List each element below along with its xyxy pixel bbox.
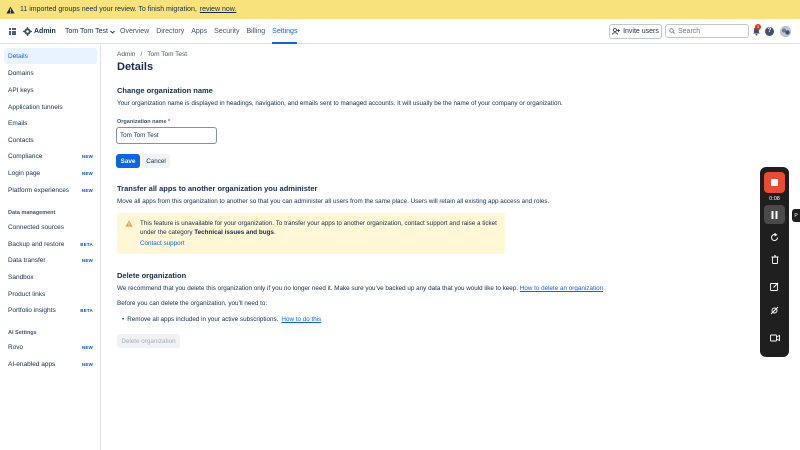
camera-toggle-button[interactable] (764, 301, 785, 320)
sidebar-item-label: API keys (8, 86, 34, 94)
stop-recording-button[interactable] (764, 172, 785, 193)
org-switcher[interactable] (65, 28, 115, 35)
new-badge: NEW (81, 187, 93, 193)
new-badge: NEW (81, 153, 93, 159)
sidebar-item-label: Connected sources (8, 223, 65, 231)
search-placeholder: Search (678, 27, 701, 35)
sidebar-item-label: Emails (8, 119, 28, 127)
review-now-link[interactable]: review now. (199, 6, 237, 13)
avatar[interactable] (780, 26, 791, 37)
discard-button[interactable] (764, 250, 785, 269)
nav-settings[interactable]: Settings (272, 19, 297, 44)
beta-badge: BETA (80, 241, 93, 247)
notification-count-badge: 3 (756, 24, 760, 29)
sidebar-item-details[interactable] (4, 48, 97, 64)
change-name-description: Your organization name is displayed in headings, navigation, and emails sent to managed accounts. It will usually be the name of your company or organization. (117, 100, 563, 107)
sidebar-section-ai-settings: AI Settings (8, 330, 37, 336)
sidebar-item-ai-enabled-apps[interactable] (4, 356, 97, 372)
sidebar-item-backup-and-restore[interactable] (4, 236, 97, 252)
sidebar-item-application-tunnels[interactable] (4, 99, 97, 115)
delete-prerequisites: Before you can delete the organization, you’ll need to: (117, 300, 268, 307)
save-button[interactable]: Save (116, 154, 140, 168)
transfer-description: Move all apps from this organization to another so that you can administer all users from the same place. Users will retain all existing app access and roles. (117, 198, 550, 205)
sidebar-item-sandbox[interactable] (4, 269, 97, 285)
video-button[interactable] (764, 328, 785, 347)
delete-organization-button: Delete organization (117, 334, 180, 348)
sidebar-item-label: Compliance (8, 152, 43, 160)
top-navigation (0, 19, 800, 44)
sidebar-section-data-management: Data management (8, 210, 56, 216)
bullet-dot: • (122, 316, 125, 323)
annotate-button[interactable] (764, 277, 785, 296)
sidebar-item-label: Contacts (8, 136, 34, 144)
nav-overview[interactable]: Overview (120, 28, 150, 35)
search-icon (669, 28, 675, 34)
invite-users-button[interactable] (609, 24, 662, 39)
admin-gear-icon (23, 27, 32, 36)
video-icon (770, 334, 780, 342)
banner-message: 11 imported groups need your review. To finish migration, (20, 6, 197, 13)
page-title: Details (117, 61, 154, 73)
restart-icon (770, 233, 779, 242)
warning-message (140, 220, 500, 237)
delete-description (117, 285, 603, 292)
breadcrumb-org[interactable]: Tom Tom Test (147, 51, 188, 58)
nav-billing[interactable]: Billing (246, 28, 266, 35)
add-user-icon (612, 28, 620, 35)
sidebar-item-label: AI-enabled apps (8, 360, 56, 368)
sidebar-item-platform-experiences[interactable] (4, 182, 97, 198)
new-badge: NEW (81, 170, 93, 176)
nav-apps[interactable]: Apps (191, 28, 208, 35)
breadcrumb-admin[interactable]: Admin (117, 51, 136, 58)
pause-button[interactable] (764, 205, 785, 224)
transfer-warning-box (117, 213, 505, 254)
new-badge: NEW (81, 257, 93, 263)
recording-timer: 0:08 (769, 196, 780, 202)
sidebar-item-label: Backup and restore (8, 240, 65, 248)
sidebar-item-portfolio-insights[interactable] (4, 302, 97, 318)
warning-category: Technical issues and bugs (194, 228, 274, 236)
nav-security[interactable]: Security (214, 28, 240, 35)
sidebar-item-label: Data transfer (8, 256, 46, 264)
trash-icon (771, 255, 779, 264)
sidebar-item-label: Application tunnels (8, 103, 63, 111)
sidebar-item-label: Product links (8, 290, 46, 298)
sidebar-item-data-transfer[interactable] (4, 252, 97, 268)
sidebar-item-login-page[interactable] (4, 165, 97, 181)
bullet-text: Remove all apps included in your active subscriptions. (127, 316, 279, 323)
delete-description-text: We recommend that you delete this organization only if you no longer need it. Make sure you’ve backed up any data that you would like to keep. (117, 285, 519, 292)
sidebar-item-rovo[interactable] (4, 339, 97, 355)
sidebar-item-label: Portfolio insights (8, 306, 56, 314)
sidebar (0, 45, 101, 450)
how-to-delete-link[interactable]: How to delete an organization (519, 285, 604, 292)
invite-users-label: Invite users (623, 28, 659, 35)
change-name-heading: Change organization name (117, 86, 213, 95)
org-name-label (117, 119, 170, 125)
sidebar-item-label: Platform experiences (8, 186, 70, 194)
search-input[interactable] (665, 24, 749, 38)
list-item (122, 316, 321, 323)
sidebar-item-api-keys[interactable] (4, 82, 97, 98)
sidebar-item-compliance[interactable] (4, 148, 97, 164)
breadcrumb-separator: / (140, 51, 143, 58)
primary-nav (120, 19, 304, 44)
contact-support-link[interactable]: Contact support (140, 240, 185, 247)
edit-icon (770, 282, 779, 291)
app-switcher-icon[interactable] (9, 28, 16, 35)
migration-banner (0, 0, 800, 19)
restart-button[interactable] (764, 228, 785, 247)
pause-icon (771, 211, 778, 219)
org-switcher-label: Tom Tom Test (65, 28, 108, 35)
warning-text: This feature is unavailable for your organization. To transfer your apps to another organization, contact support and raise a ticket under the category (140, 220, 497, 236)
sidebar-item-emails[interactable] (4, 115, 97, 131)
admin-brand[interactable]: Admin (34, 28, 56, 35)
beta-badge: BETA (80, 307, 93, 313)
sidebar-item-label: Details (8, 52, 28, 60)
sidebar-item-connected-sources[interactable] (4, 219, 97, 235)
delete-heading: Delete organization (117, 271, 187, 280)
recorder-side-tab[interactable]: P (792, 209, 800, 222)
org-name-input[interactable]: Tom Tom Test (116, 127, 217, 144)
how-to-do-this-link[interactable]: How to do this (281, 316, 322, 323)
cancel-button[interactable]: Cancel (142, 154, 170, 168)
sidebar-item-product-links[interactable] (4, 286, 97, 302)
transfer-heading: Transfer all apps to another organization you administer (117, 184, 318, 193)
org-name-label-text: Organization name (117, 119, 167, 125)
new-badge: NEW (81, 344, 93, 350)
warning-icon (6, 6, 15, 14)
required-mark: * (168, 119, 171, 125)
help-icon[interactable]: ? (765, 27, 774, 36)
sidebar-item-label: Login page (8, 169, 41, 177)
warning-icon (125, 220, 133, 227)
screen-recorder-panel (760, 167, 789, 357)
sidebar-item-contacts[interactable] (4, 132, 97, 148)
sidebar-item-label: Rovo (8, 343, 24, 351)
sidebar-item-label: Domains (8, 69, 34, 77)
sidebar-item-domains[interactable] (4, 65, 97, 81)
sidebar-item-label: Sandbox (8, 273, 34, 281)
breadcrumb (117, 51, 187, 58)
warning-period: . (273, 228, 276, 236)
camera-off-icon (770, 306, 779, 315)
new-badge: NEW (81, 361, 93, 367)
chevron-down-icon (110, 30, 115, 34)
nav-directory[interactable]: Directory (156, 28, 185, 35)
